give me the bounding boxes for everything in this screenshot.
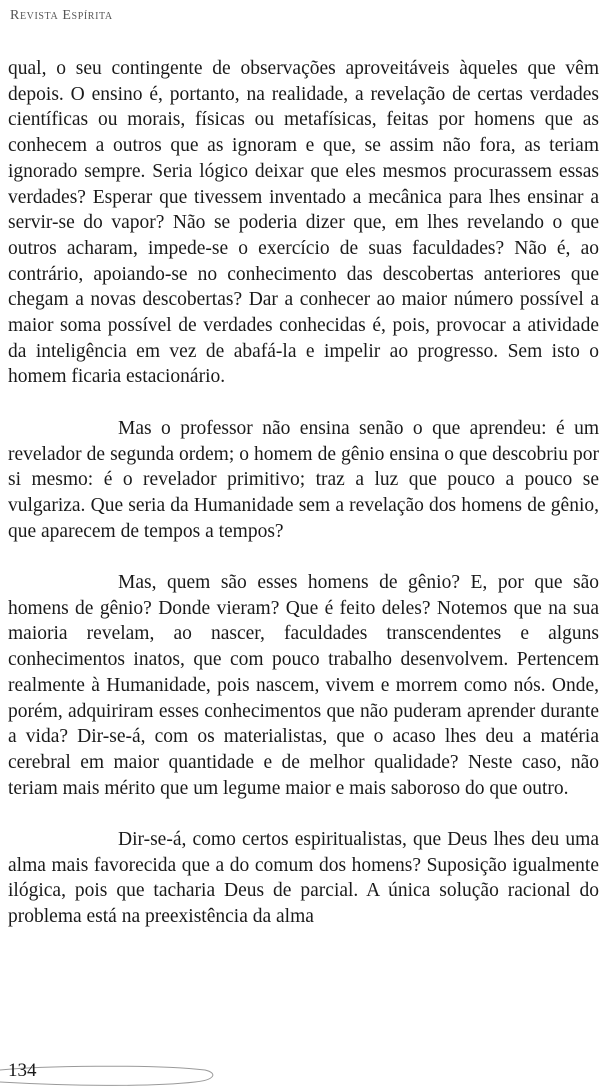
paragraph-3: Mas, quem são esses homens de gênio? E, por que são homens de gênio? Donde vieram? Que é feito deles? Notemos que na sua maioria revelam, ao nascer, faculdades transcendentes e alguns conhecimentos inatos, que com pouco trabalho desenvolvem. Pertencem realmente à Humanidade, pois nascem, vivem e morrem como nós. Onde, porém, adquiriram esses conhecimentos que não puderam aprender durante a vida? Dir-se-á, com os materialistas, que o acaso lhes deu a matéria cerebral em maior quantidade e de melhor qualidade? Neste caso, não teriam mais mérito que um legume maior e mais saboroso do que outro. [8,572,599,799]
page-body [8,56,599,930]
paragraph-1: qual, o seu contingente de observações aproveitáveis àqueles que vêm depois. O ensino é, portanto, na realidade, a revelação de certas verdades científicas ou morais, físicas ou metafísicas, feitas por homens que as conhecem a outros que as ignoram e que, se assim não fora, as teriam ignorado sempre. Seria lógico deixar que eles mesmos procurassem essas verdades? Esperar que tivessem inventado a mecânica para lhes ensinar a servir-se do vapor? Não se poderia dizer que, em lhes revelando o que outros acharam, impede-se o exercício de suas faculdades? Não é, ao contrário, apoiando-se no conhecimento das descobertas anteriores que chegam a novas descobertas? Dar a conhecer ao maior número possível a maior soma possível de verdades conhecidas é, pois, provocar a atividade da inteligência em vez de abafá-la e impelir ao progresso. Sem isto o homem ficaria estacionário. [8,58,599,388]
paragraph-4: Dir-se-á, como certos espiritualistas, que Deus lhes deu uma alma mais favorecida que a do comum dos homens? Suposição igualmente ilógica, pois que tacharia Deus de parcial. A única solução racional do problema está na preexistência da alma [8,829,599,928]
paragraph-2: Mas o professor não ensina senão o que aprendeu: é um revelador de segunda ordem; o homem de gênio ensina o que descobriu por si mesmo: é o revelador primitivo; traz a luz que pouco a pouco se vulgariza. Que seria da Humanidade sem a revelação dos homens de gênio, que aparecem de tempos a tempos? [8,417,599,542]
page-number: 134 [8,1060,37,1081]
running-header: Revista Espírita [10,8,113,23]
